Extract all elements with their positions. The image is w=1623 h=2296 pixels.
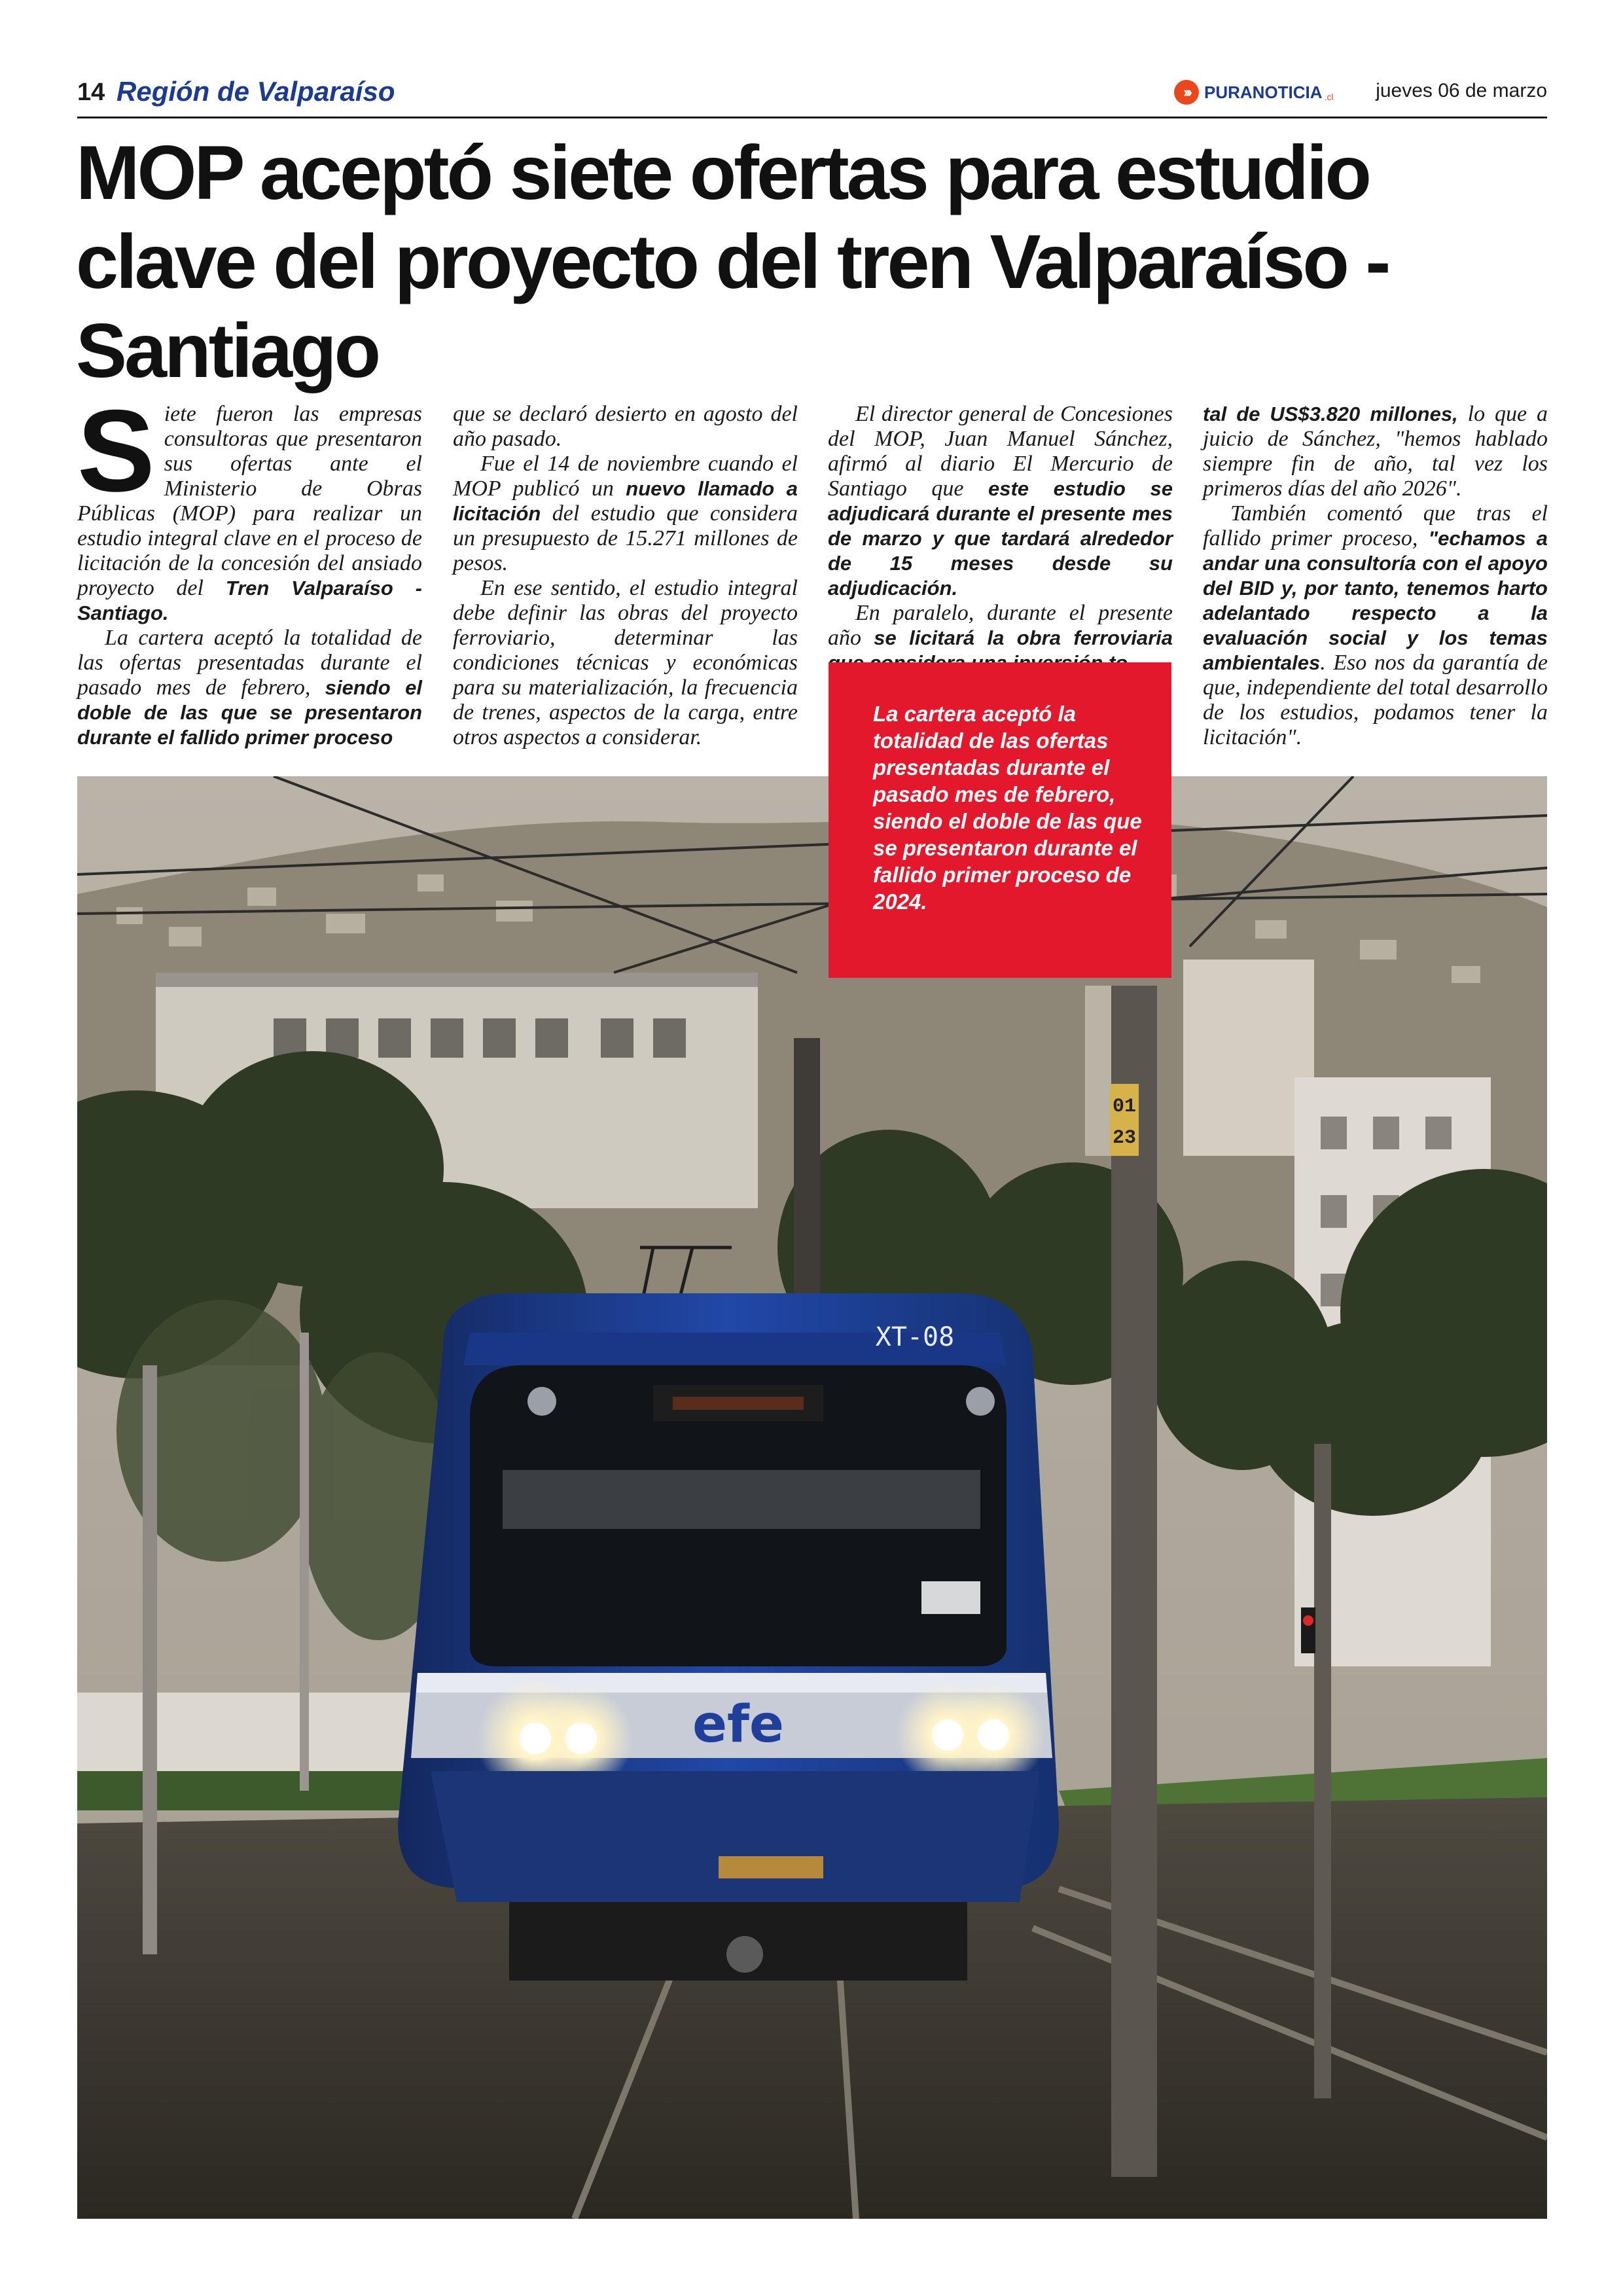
text-run-bold: este estudio se adjudicará durante el presente mes de marzo y que tardará alrededor de 15 meses desde su adjudicación. — [828, 477, 1173, 600]
paragraph — [77, 386, 422, 626]
text-run: Fue el 14 de noviembre cuando el MOP publicó un — [453, 452, 798, 501]
paragraph: que se declaró desierto en agosto del año pasado. — [453, 402, 798, 451]
article-column-2 — [453, 402, 798, 750]
train-logo: efe — [692, 1695, 784, 1754]
page-header — [77, 73, 1547, 118]
pull-quote-text: La cartera aceptó la totalidad de las ofertas presentadas durante el pasado mes de febrero, siendo el doble de las que se presentaron durante el fallido primer proceso de 2024. — [873, 702, 1142, 914]
text-run: El director general de Concesiones del MOP, Juan Manuel Sánchez, afirmó al diario El Mercurio de Santiago que — [828, 402, 1173, 501]
text-run-bold: tal de US$3.820 millones, — [1203, 403, 1458, 425]
text-run: En paralelo, durante el presente año — [828, 601, 1173, 650]
paragraph — [77, 626, 422, 750]
paragraph — [1203, 402, 1548, 501]
text-run: lo que a juicio de Sánchez, "hemos hablado siempre fin de año, tal vez los primeros días del año 2026". — [1203, 402, 1548, 501]
article-column-3 — [828, 402, 1173, 675]
pull-quote — [829, 662, 1171, 978]
section-title: Región de Valparaíso — [116, 76, 395, 107]
train-photo — [77, 776, 1547, 2219]
drop-cap: S — [77, 386, 155, 516]
brand-suffix: .cl — [1324, 92, 1334, 102]
play-arrows-icon: ››› — [1174, 80, 1199, 105]
text-run: También comentó que tras el fallido primer proceso, — [1203, 501, 1548, 550]
article-column-4 — [1203, 402, 1548, 750]
paragraph: En ese sentido, el estudio integral debe definir las obras del proyecto ferroviario, determinar las condiciones técnicas y económicas para su materialización, la frecuencia de trenes, aspectos de la carga, entre otros aspectos a considerar. — [453, 576, 798, 749]
text-run-bold: Tren Valparaíso - Santiago. — [77, 577, 422, 624]
text-run-bold: se licitará la obra ferroviaria — [874, 626, 1173, 649]
text-run-bold: siendo el doble de las que se presentaron durante el fallido primer proceso — [77, 676, 423, 749]
article-column-1 — [77, 386, 423, 750]
text-run: iete fueron las empresas consultoras que presentaron sus ofertas ante el Ministerio de Obras Públicas (MOP) para realizar un estudio integral clave en el proceso de licitación de la concesión del ansiado proyecto del — [77, 402, 422, 600]
article-headline: MOP aceptó siete ofertas para estudio clave del proyecto del tren Valparaíso - Santiago — [76, 130, 1389, 393]
text-run-bold: "echamos a andar una consultoría con el apoyo del BID y, por tanto, tenemos harto adelantado respecto a la evaluación social y los temas ambientales — [1203, 527, 1548, 674]
issue-date: jueves 06 de marzo — [1376, 80, 1547, 101]
pole-marker-top: 01 — [1112, 1096, 1137, 1118]
paragraph — [1203, 501, 1548, 750]
paragraph — [453, 452, 798, 576]
brand-name: PURANOTICIA — [1204, 82, 1323, 102]
text-run: La cartera aceptó la totalidad de las ofertas presentadas durante el pasado mes de febrero, — [77, 626, 422, 700]
train-code: XT-08 — [875, 1322, 955, 1352]
text-run: . Eso nos da garantía de que, independiente del total desarrollo de los estudios, podamos tener la licitación". — [1203, 651, 1548, 749]
brand-logo — [1174, 77, 1334, 107]
paragraph — [828, 402, 1173, 601]
pole-marker-bottom: 23 — [1112, 1127, 1137, 1149]
text-run-bold: nuevo llamado a licitación — [453, 477, 798, 525]
page-number: 14 — [77, 79, 105, 106]
text-run: del estudio que considera un presupuesto de 15.271 millones de pesos. — [453, 501, 798, 575]
